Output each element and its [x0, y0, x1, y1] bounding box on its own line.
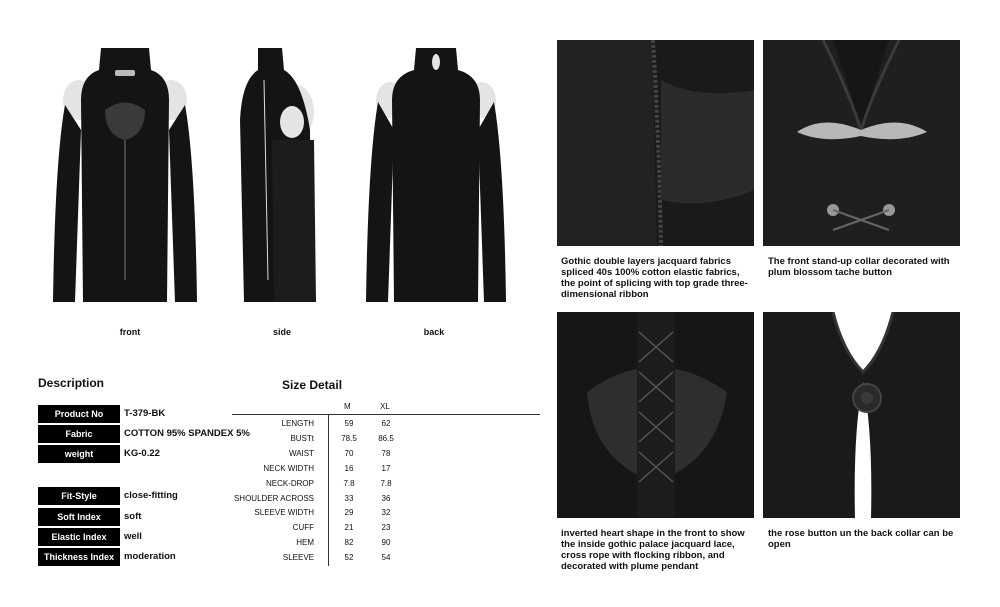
size-row	[232, 432, 432, 446]
soft-index-label: Soft Index	[38, 508, 120, 526]
side-view-photo	[202, 40, 362, 310]
elastic-index-label: Elastic Index	[38, 528, 120, 546]
size-row-xl-value: 17	[381, 463, 391, 473]
elastic-index-value: well	[124, 531, 142, 542]
size-row-name: BUSTt	[290, 433, 314, 443]
size-row	[232, 447, 432, 461]
weight-label: weight	[38, 445, 120, 463]
fit-style-value: close-fitting	[124, 490, 178, 501]
size-row	[232, 462, 432, 476]
front-view-photo	[45, 40, 205, 310]
size-row-xl-value: 32	[381, 508, 391, 518]
size-row-xl-value: 7.8	[380, 478, 392, 488]
detail-photo-heart-lace	[557, 312, 754, 518]
size-row-name: WAIST	[288, 448, 314, 458]
size-row	[232, 492, 432, 506]
size-row-name: NECK-DROP	[265, 478, 314, 488]
detail-photo-collar	[763, 40, 960, 246]
size-row	[232, 417, 432, 431]
size-row-xl-value: 90	[381, 538, 391, 548]
thickness-index-value: moderation	[124, 551, 176, 562]
weight-value: KG-0.22	[124, 448, 160, 459]
size-row-m-value: 82	[344, 538, 354, 548]
size-row-m-value: 7.8	[343, 478, 355, 488]
size-row-xl-value: 23	[381, 523, 391, 533]
size-row	[232, 477, 432, 491]
detail-caption-heart-lace: inverted heart shape in the front to show the inside gothic palace jacquard lace, cross rope with flocking ribbon, and decorated with plume pendant	[561, 528, 745, 572]
size-row-m-value: 59	[344, 419, 354, 428]
front-view-label: front	[119, 327, 141, 337]
detail-photo-rose-button	[763, 312, 960, 518]
detail-caption-fabric: Gothic double layers jacquard fabrics spliced 40s 100% cotton elastic fabrics, the point of splicing with top grade three-dimensional ribbon	[561, 256, 748, 300]
size-row	[232, 551, 432, 565]
size-row-m-value: 70	[344, 448, 354, 458]
size-row	[232, 506, 432, 520]
product-no-label: Product No	[38, 405, 120, 423]
size-col-m: M	[344, 402, 351, 411]
size-row	[232, 536, 432, 550]
fit-style-label: Fit-Style	[38, 487, 120, 505]
size-row-xl-value: 62	[381, 419, 391, 428]
size-row-m-value: 33	[344, 493, 354, 503]
side-view-label: side	[272, 327, 291, 337]
size-row	[232, 521, 432, 535]
thickness-index-label: Thickness Index	[38, 548, 120, 566]
size-row-name: CUFF	[292, 523, 314, 533]
size-row-m-value: 78.5	[341, 433, 357, 443]
soft-index-value: soft	[124, 511, 142, 522]
size-header-rule	[232, 414, 540, 415]
back-view-photo	[356, 40, 516, 310]
detail-photo-fabric	[557, 40, 754, 246]
product-no-value: T-379-BK	[124, 408, 166, 419]
description-title: Description	[38, 376, 105, 390]
size-row-name: HEM	[296, 538, 314, 548]
fabric-value: COTTON 95% SPANDEX 5%	[124, 428, 250, 439]
detail-caption-collar: The front stand-up collar decorated with plum blossom tache button	[768, 256, 950, 278]
size-row-xl-value: 86.5	[378, 433, 394, 443]
back-view-label: back	[423, 327, 445, 337]
size-row-name: SLEEVE	[282, 553, 314, 563]
size-row-m-value: 52	[344, 553, 354, 563]
size-row-name: NECK WIDTH	[263, 463, 314, 473]
size-col-xl: XL	[380, 402, 390, 411]
size-row-xl-value: 36	[381, 493, 391, 503]
size-detail-title: Size Detail	[282, 378, 343, 392]
size-row-xl-value: 54	[381, 553, 391, 563]
size-row-name: LENGTH	[281, 419, 314, 428]
size-row-name: SHOULDER ACROSS	[233, 493, 314, 503]
size-row-m-value: 21	[344, 523, 354, 533]
size-row-name: SLEEVE WIDTH	[254, 508, 314, 518]
size-row-xl-value: 78	[381, 448, 391, 458]
detail-caption-rose-button: the rose button un the back collar can be open	[768, 528, 954, 550]
size-row-m-value: 29	[344, 508, 354, 518]
fabric-label: Fabric	[38, 425, 120, 443]
size-row-m-value: 16	[344, 463, 354, 473]
